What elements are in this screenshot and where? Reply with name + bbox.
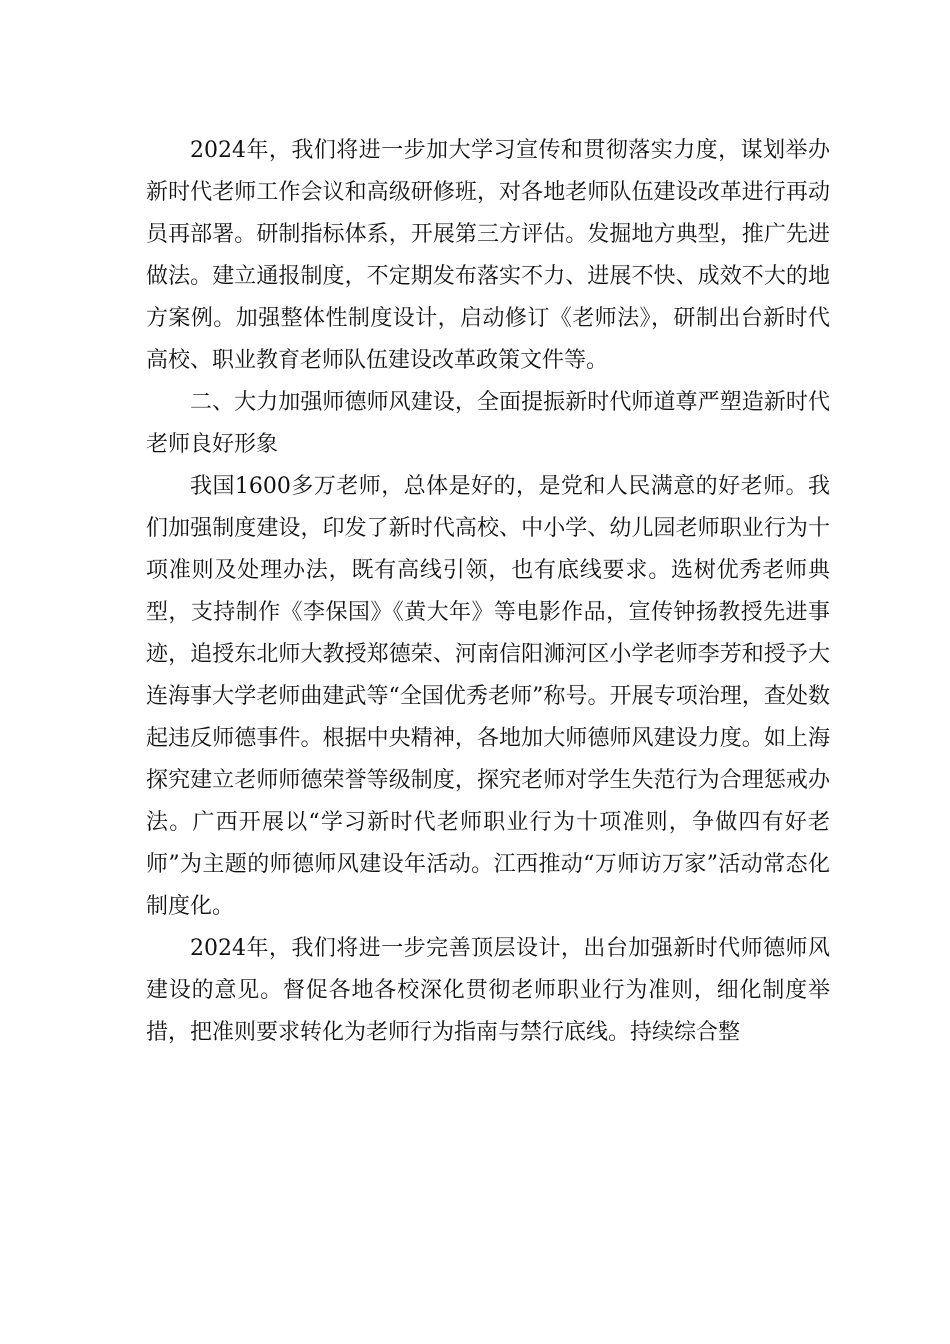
document-page (146, 130, 830, 1054)
paragraph-ethics-plan-2024: 2024年，我们将进一步完善顶层设计，出台加强新时代师德师风建设的意见。督促各地各校深化贯彻老师职业行为准则，细化制度举措，把准则要求转化为老师行为指南与禁行底线。持续综合整 (146, 936, 830, 1045)
paragraph-plan-2024: 2024年，我们将进一步加大学习宣传和贯彻落实力度，谋划举办新时代老师工作会议和高级研修班，对各地老师队伍建设改革进行再动员再部署。研制指标体系，开展第三方评估。发掘地方典型，推广先进做法。建立通报制度，不定期发布落实不力、进展不快、成效不大的地方案例。加强整体性制度设计，启动修订《老师法》，研制出台新时代高校、职业教育老师队伍建设改革政策文件等。 (146, 138, 830, 373)
paragraph-teacher-ethics-progress: 我国1600多万老师，总体是好的，是党和人民满意的好老师。我们加强制度建设，印发了新时代高校、中小学、幼儿园老师职业行为十项准则及处理办法，既有高线引领，也有底线要求。选树优秀老师典型，支持制作《李保国》《黄大年》等电影作品，宣传钟扬教授先进事迹，追授东北师大教授郑德荣、河南信阳浉河区小学老师李芳和授予大连海事大学老师曲建武等“全国优秀老师”称号。开展专项治理，查处数起违反师德事件。根据中央精神，各地加大师德师风建设力度。如上海探究建立老师师德荣誉等级制度，探究老师对学生失范行为合理惩戒办法。广西开展以“学习新时代老师职业行为十项准则，争做四有好老师”为主题的师德师风建设年活动。江西推动“万师访万家”活动常态化制度化。 (146, 474, 830, 919)
section-heading-teacher-ethics: 二、大力加强师德师风建设，全面提振新时代师道尊严塑造新时代老师良好形象 (146, 390, 830, 457)
